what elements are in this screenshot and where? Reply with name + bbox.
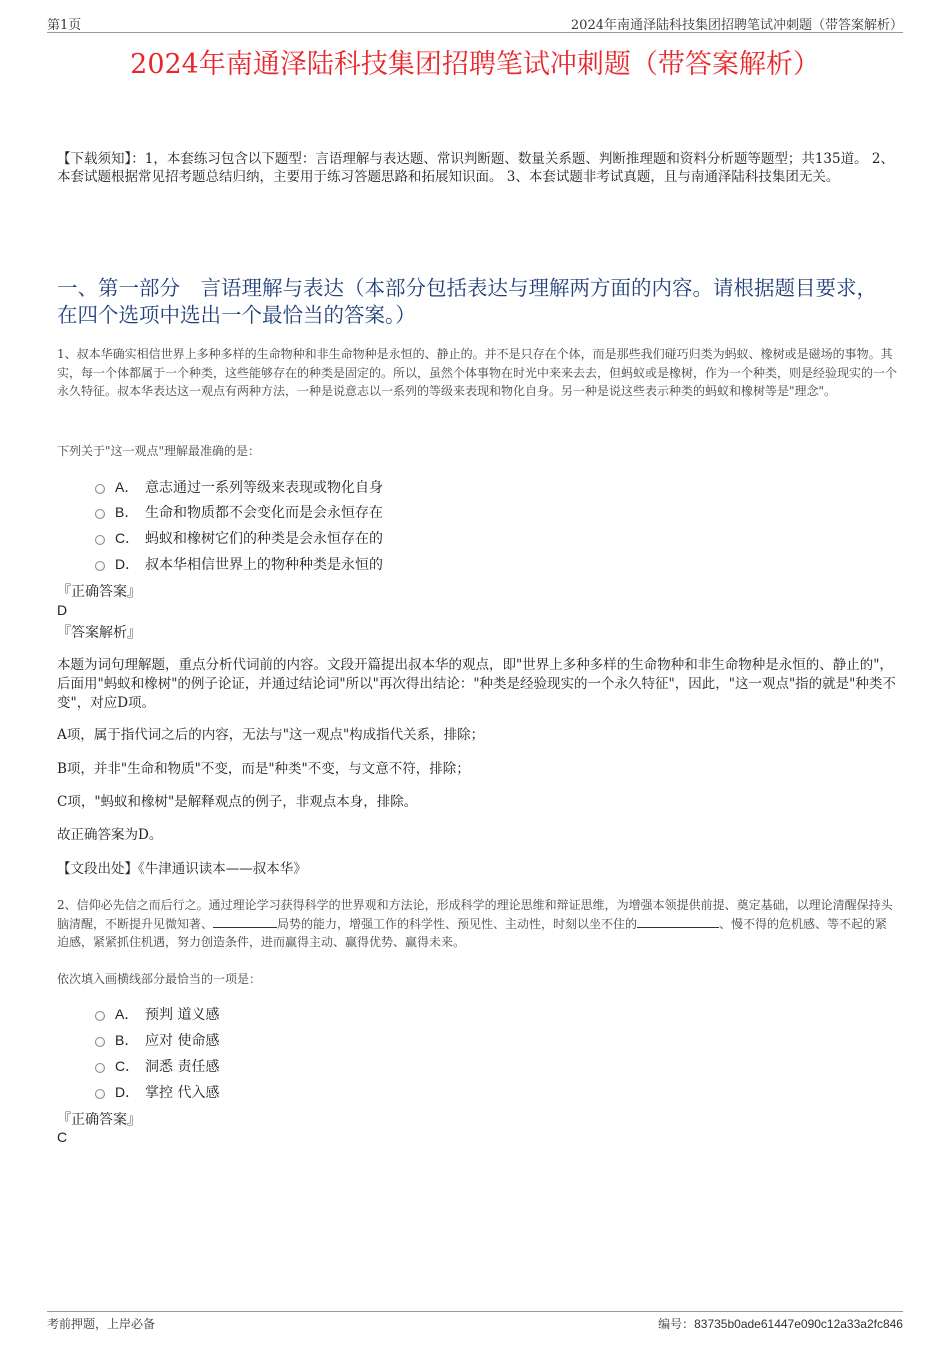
question-2-answer: C [57,1129,68,1145]
blank-2 [637,915,719,928]
radio-icon[interactable] [95,535,105,545]
option-text: 预判 道义感 [145,1007,220,1023]
question-1-option-a[interactable] [95,477,383,497]
option-text: 洞悉 责任感 [145,1059,220,1075]
option-letter: D． [115,1084,140,1100]
radio-icon[interactable] [95,484,105,494]
question-1-prompt: 下列关于"这一观点"理解最准确的是： [57,444,261,458]
radio-icon[interactable] [95,1011,105,1021]
question-1-option-c[interactable] [95,528,383,548]
radio-icon[interactable] [95,1037,105,1047]
question-2-text-part: 局势的能力，增强工作的科学性、预见性、主动性，时刻以坐不住的 [277,916,638,931]
section-title: 一、第一部分 言语理解与表达（本部分包括表达与理解两方面的内容。请根据题目要求，在四个选项中选出一个最恰当的答案。） [57,276,877,327]
analysis-paragraph: B项，并非"生命和物质"不变，而是"种类"不变，与文意不符，排除； [57,761,470,777]
question-2-option-a[interactable] [95,1004,219,1024]
footer-doc-id: 编号：83735b0ade61447e090c12a33a2fc846 [658,1317,903,1331]
question-1-option-b[interactable] [95,502,383,522]
question-2-text-part: 2、信仰必先信之而后行之。通过理论学习获得科学的世界观和方法论，形成科学的理论思维和辩证思维，为增强本领提供前提、奠定基础，以理论清醒保持头脑清醒，不断提升见微知著、 [57,898,893,931]
question-1-analysis-label: 『答案解析』 [57,625,141,641]
blank-1 [213,915,277,928]
question-1-answer-label: 『正确答案』 [57,584,141,600]
question-2-text-part: 、慢不得的危机感、等不起的紧迫感，紧紧抓住机遇，努力创造条件，进而赢得主动、赢得优势、赢得未来。 [57,916,888,949]
question-2-text [57,896,897,952]
radio-icon[interactable] [95,509,105,519]
footer-divider [47,1311,903,1312]
option-text: 掌控 代入感 [145,1085,220,1101]
option-letter: B． [115,504,139,520]
footer-slogan: 考前押题，上岸必备 [47,1317,156,1331]
option-letter: C． [115,1058,140,1074]
header-divider [47,32,903,33]
option-letter: A． [115,1006,139,1022]
option-text: 生命和物质都不会变化而是会永恒存在 [145,505,383,521]
question-2-option-d[interactable] [95,1082,219,1102]
analysis-paragraph: 本题为词句理解题，重点分析代词前的内容。文段开篇提出叔本华的观点，即"世界上多种多样的生命物种和非生命物种是永恒的、静止的"，后面用"蚂蚁和橡树"的例子论证，并通过结论词"所以"再次得出结论："种类是经验现实的一个永久特征"，因此，"这一观点"指的就是"种类不变"，对应D项。 [57,657,896,711]
option-letter: C． [115,530,140,546]
radio-icon[interactable] [95,1063,105,1073]
text-source: 【文段出处】《牛津通识读本——叔本华》 [57,861,307,877]
question-2-prompt: 依次填入画横线部分最恰当的一项是： [57,972,262,986]
analysis-paragraph: 故正确答案为D。 [57,827,163,843]
option-text: 叔本华相信世界上的物种种类是永恒的 [145,557,383,573]
question-2-option-b[interactable] [95,1030,219,1050]
question-2-option-c[interactable] [95,1056,219,1076]
option-letter: A． [115,479,139,495]
question-2-answer-label: 『正确答案』 [57,1112,141,1128]
analysis-paragraph: C项，"蚂蚁和橡树"是解释观点的例子，非观点本身，排除。 [57,794,418,810]
option-text: 应对 使命感 [145,1033,220,1049]
analysis-paragraph: A项，属于指代词之后的内容，无法与"这一观点"构成指代关系，排除； [57,727,485,743]
header-doc-title: 2024年南通泽陆科技集团招聘笔试冲刺题（带答案解析） [570,18,903,33]
question-1-text: 1、叔本华确实相信世界上多种多样的生命物种和非生命物种是永恒的、静止的。并不是只存在个体，而是那些我们碰巧归类为蚂蚁、橡树或是磁场的事物。其实，每一个体都属于一个种类，这些能够存在的种类是固定的。所以，虽然个体事物在时光中来来去去，但蚂蚁或是橡树，作为一个种类，则是经验现实的一个永久特征。叔本华表达这一观点有两种方法，一种是说意志以一系列的等级来表现和物化自身。另一种是说这些表示种类的蚂蚁和橡树等是"理念"。 [57,347,898,398]
option-letter: B． [115,1032,139,1048]
option-text: 蚂蚁和橡树它们的种类是会永恒存在的 [145,531,383,547]
page-title: 2024年南通泽陆科技集团招聘笔试冲刺题（带答案解析） [130,49,820,80]
question-1-answer: D [57,602,68,618]
option-letter: D． [115,556,140,572]
radio-icon[interactable] [95,1089,105,1099]
option-text: 意志通过一系列等级来表现或物化自身 [145,480,383,496]
question-1-option-d[interactable] [95,554,383,574]
page-number: 第1页 [47,18,82,33]
download-notice: 【下载须知】：1，本套练习包含以下题型：言语理解与表达题、常识判断题、数量关系题、判断推理题和资料分析题等题型；共135道。 2、本套试题根据常见招考题总结归纳，主要用于练习答题思路和拓展知识面。 3、本套试题非考试真题，且与南通泽陆科技集团无关。 [57,151,894,185]
radio-icon[interactable] [95,561,105,571]
